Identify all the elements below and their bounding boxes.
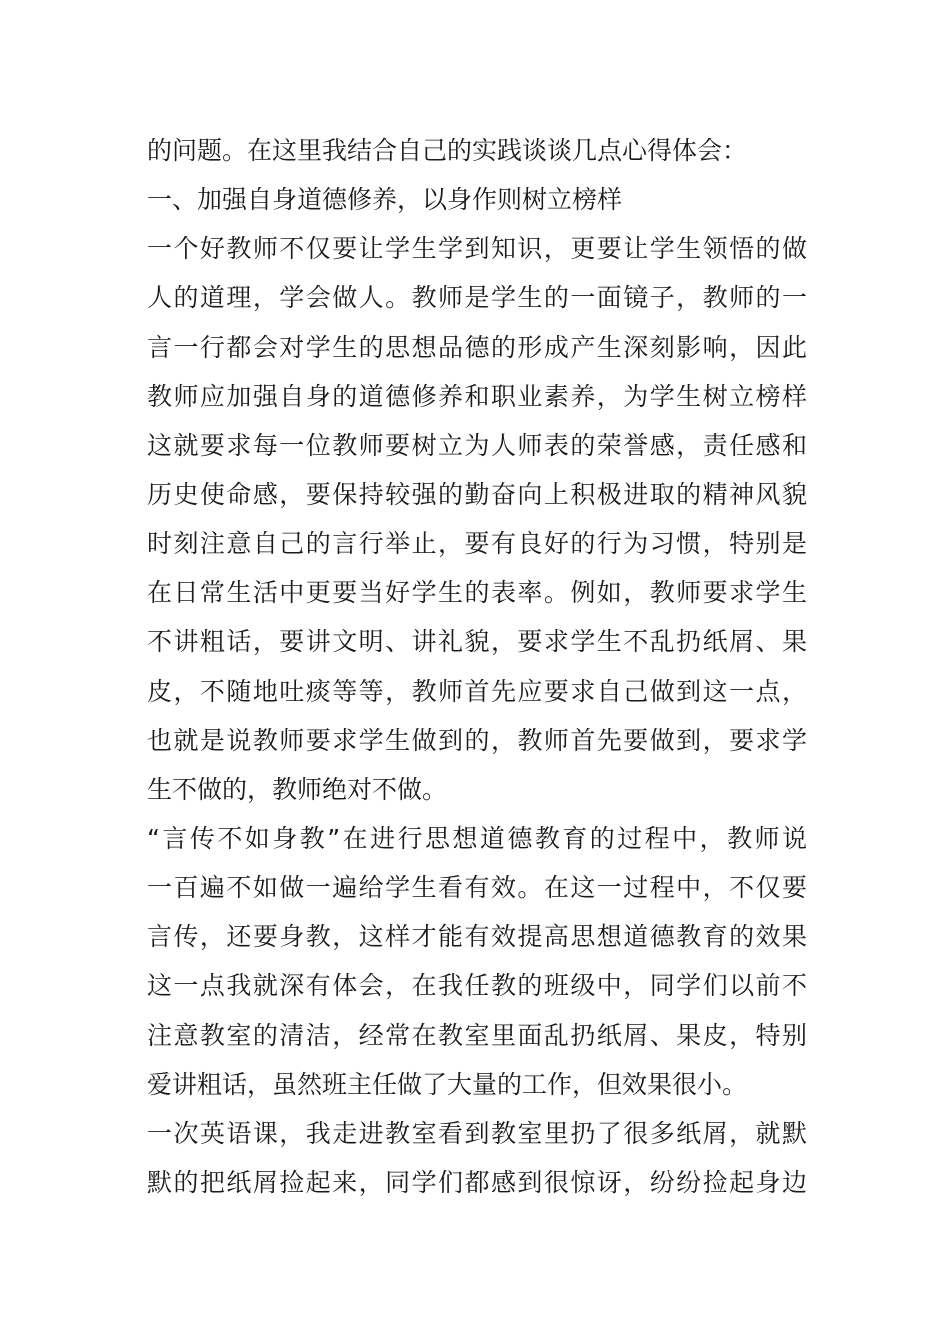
text-line: 一百遍不如做一遍给学生看有效。在这一过程中，不仅要 [147, 873, 807, 903]
text-line: 也就是说教师要求学生做到的，教师首先要做到，要求学 [147, 725, 807, 755]
text-line: 教师应加强自身的道德修养和职业素养，为学生树立榜样 [147, 381, 807, 411]
text-line: 言传，还要身教，这样才能有效提高思想道德教育的效果 [147, 922, 807, 952]
text-line: 皮，不随地吐痰等等，教师首先应要求自己做到这一点， [147, 676, 807, 706]
text-line: 人的道理，学会做人。教师是学生的一面镜子，教师的一 [147, 283, 807, 313]
text-line: 一次英语课，我走进教室看到教室里扔了很多纸屑，就默 [147, 1118, 807, 1148]
text-line: 爱讲粗话，虽然班主任做了大量的工作，但效果很小。 [147, 1069, 748, 1099]
text-line: 历史使命感，要保持较强的勤奋向上积极进取的精神风貌 [147, 479, 807, 509]
text-line: “言传不如身教”在进行思想道德教育的过程中，教师说 [147, 823, 807, 853]
section-heading: 一、加强自身道德修养，以身作则树立榜样 [147, 185, 623, 215]
text-line: 生不做的，教师绝对不做。 [147, 774, 448, 804]
text-line: 注意教室的清洁，经常在教室里面乱扔纸屑、果皮，特别 [147, 1020, 807, 1050]
text-line: 不讲粗话，要讲文明、讲礼貌，要求学生不乱扔纸屑、果 [147, 627, 807, 657]
body-text [147, 126, 807, 1207]
text-line: 默的把纸屑捡起来，同学们都感到很惊讶，纷纷捡起身边 [147, 1167, 807, 1197]
text-line: 这一点我就深有体会，在我任教的班级中，同学们以前不 [147, 971, 807, 1001]
text-line: 一个好教师不仅要让学生学到知识，更要让学生领悟的做 [147, 234, 807, 264]
text-line: 的问题。在这里我结合自己的实践谈谈几点心得体会： [147, 136, 748, 165]
text-line: 这就要求每一位教师要树立为人师表的荣誉感，责任感和 [147, 430, 807, 460]
text-line: 言一行都会对学生的思想品德的形成产生深刻影响，因此 [147, 332, 807, 362]
text-line: 时刻注意自己的言行举止，要有良好的行为习惯，特别是 [147, 529, 807, 559]
text-line: 在日常生活中更要当好学生的表率。例如，教师要求学生 [147, 578, 807, 608]
